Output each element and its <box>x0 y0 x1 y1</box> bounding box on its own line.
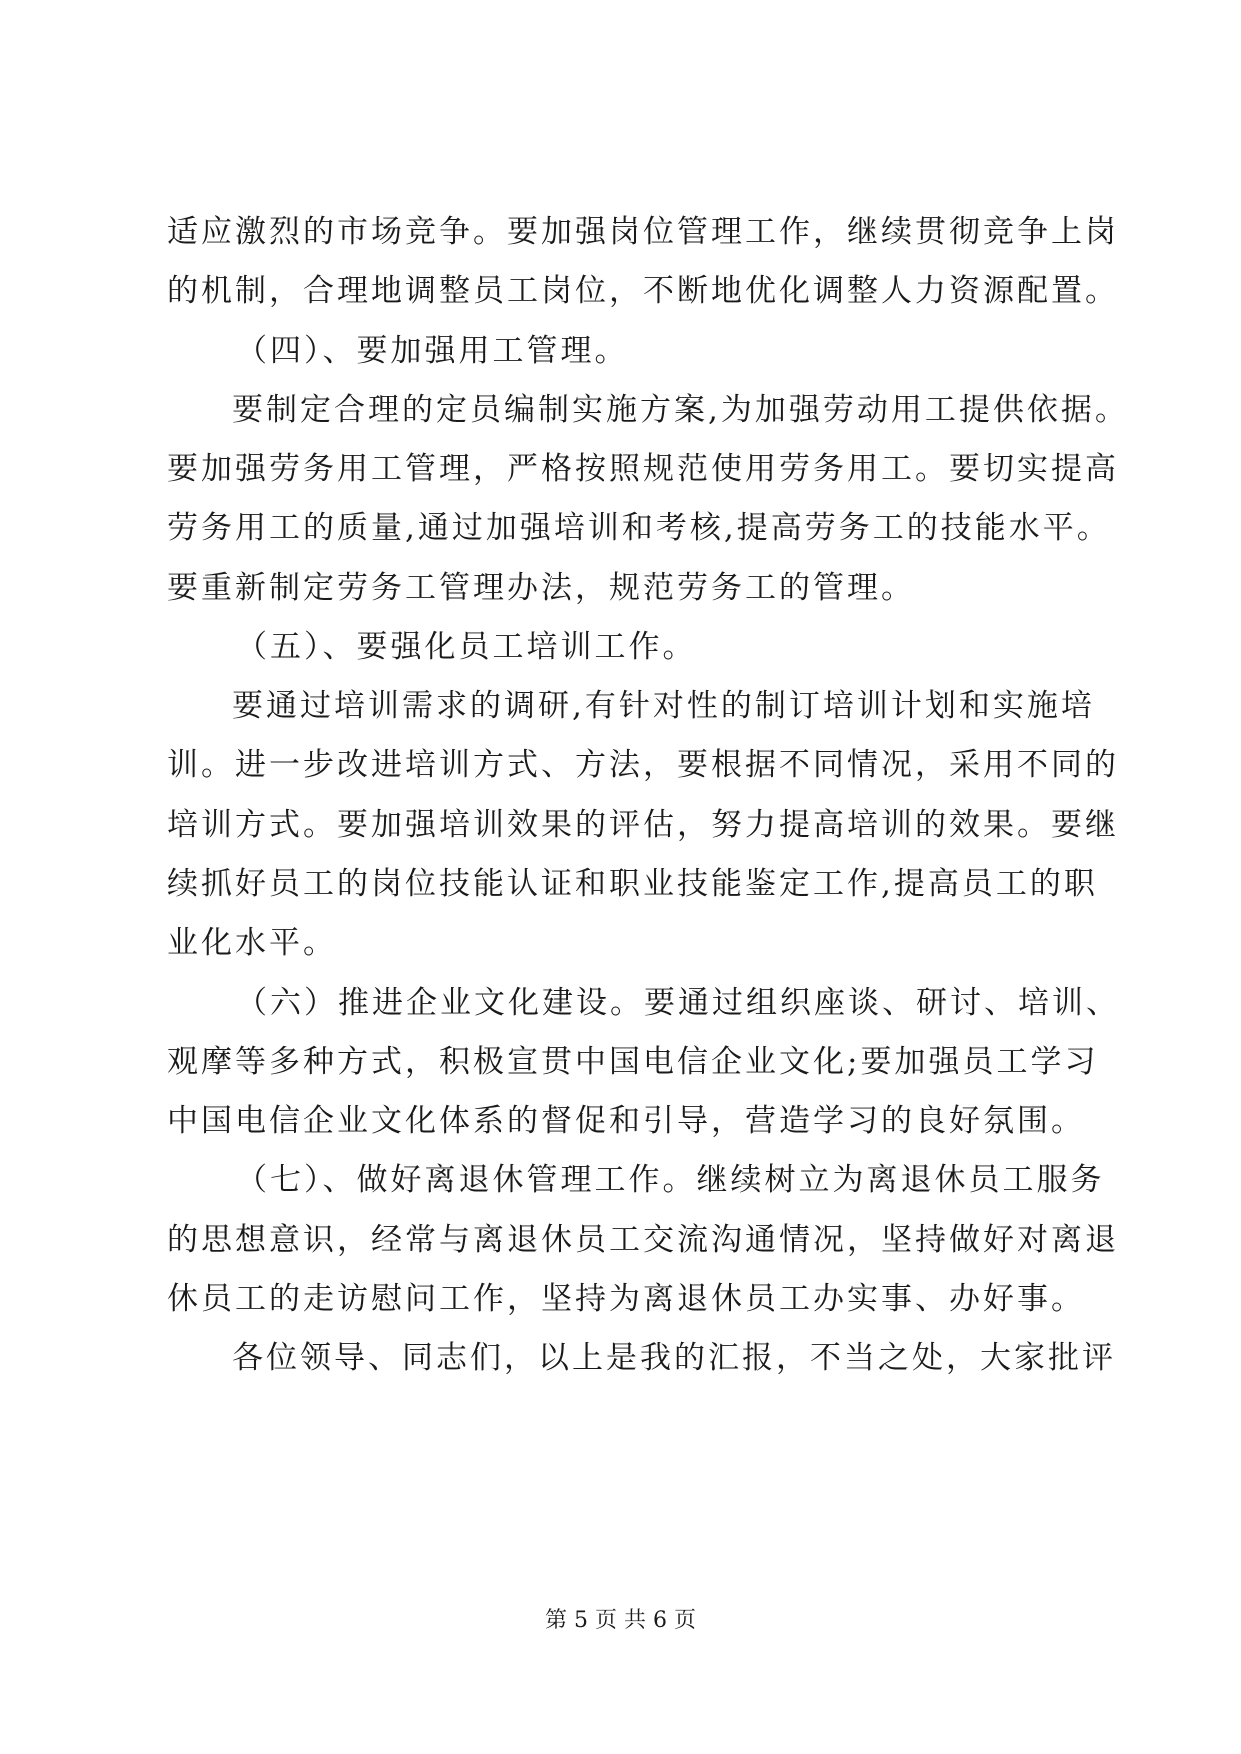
text-line: 各位领导、同志们，以上是我的汇报，不当之处，大家批评 <box>232 1340 1116 1376</box>
section-heading: （六）推进企业文化建设。要通过组织座谈、研讨、培训、 <box>236 985 1120 1021</box>
text-line: 训。进一步改进培训方式、方法，要根据不同情况，采用不同的 <box>167 747 1119 783</box>
section-heading: （七）、做好离退休管理工作。继续树立为离退休员工服务 <box>236 1162 1105 1198</box>
text-line: 休员工的走访慰问工作，坚持为离退休员工办实事、办好事。 <box>167 1281 1085 1317</box>
text-line: 中国电信企业文化体系的督促和引导，营造学习的良好氛围。 <box>167 1103 1085 1139</box>
text-line: 要加强劳务用工管理，严格按照规范使用劳务用工。要切实提高 <box>167 451 1119 487</box>
text-line: 的机制，合理地调整员工岗位，不断地优化调整人力资源配置。 <box>167 273 1119 309</box>
text-line: 的思想意识，经常与离退休员工交流沟通情况，坚持做好对离退 <box>167 1222 1119 1258</box>
text-line: 续抓好员工的岗位技能认证和职业技能鉴定工作,提高员工的职 <box>167 866 1098 902</box>
text-line: 要通过培训需求的调研,有针对性的制订培训计划和实施培 <box>232 688 1095 724</box>
section-heading: （四）、要加强用工管理。 <box>236 333 629 369</box>
section-heading: （五）、要强化员工培训工作。 <box>236 629 697 665</box>
text-line: 劳务用工的质量,通过加强培训和考核,提高劳务工的技能水平。 <box>167 510 1111 546</box>
text-line: 要制定合理的定员编制实施方案,为加强劳动用工提供依据。 <box>232 392 1129 428</box>
text-line: 业化水平。 <box>167 925 337 961</box>
text-line: 适应激烈的市场竞争。要加强岗位管理工作，继续贯彻竞争上岗 <box>167 214 1119 250</box>
page-number-footer: 第 5 页 共 6 页 <box>545 1608 696 1633</box>
text-line: 要重新制定劳务工管理办法，规范劳务工的管理。 <box>167 570 915 606</box>
text-line: 观摩等多种方式，积极宣贯中国电信企业文化;要加强员工学习 <box>167 1044 1099 1080</box>
text-line: 培训方式。要加强培训效果的评估，努力提高培训的效果。要继 <box>167 807 1119 843</box>
